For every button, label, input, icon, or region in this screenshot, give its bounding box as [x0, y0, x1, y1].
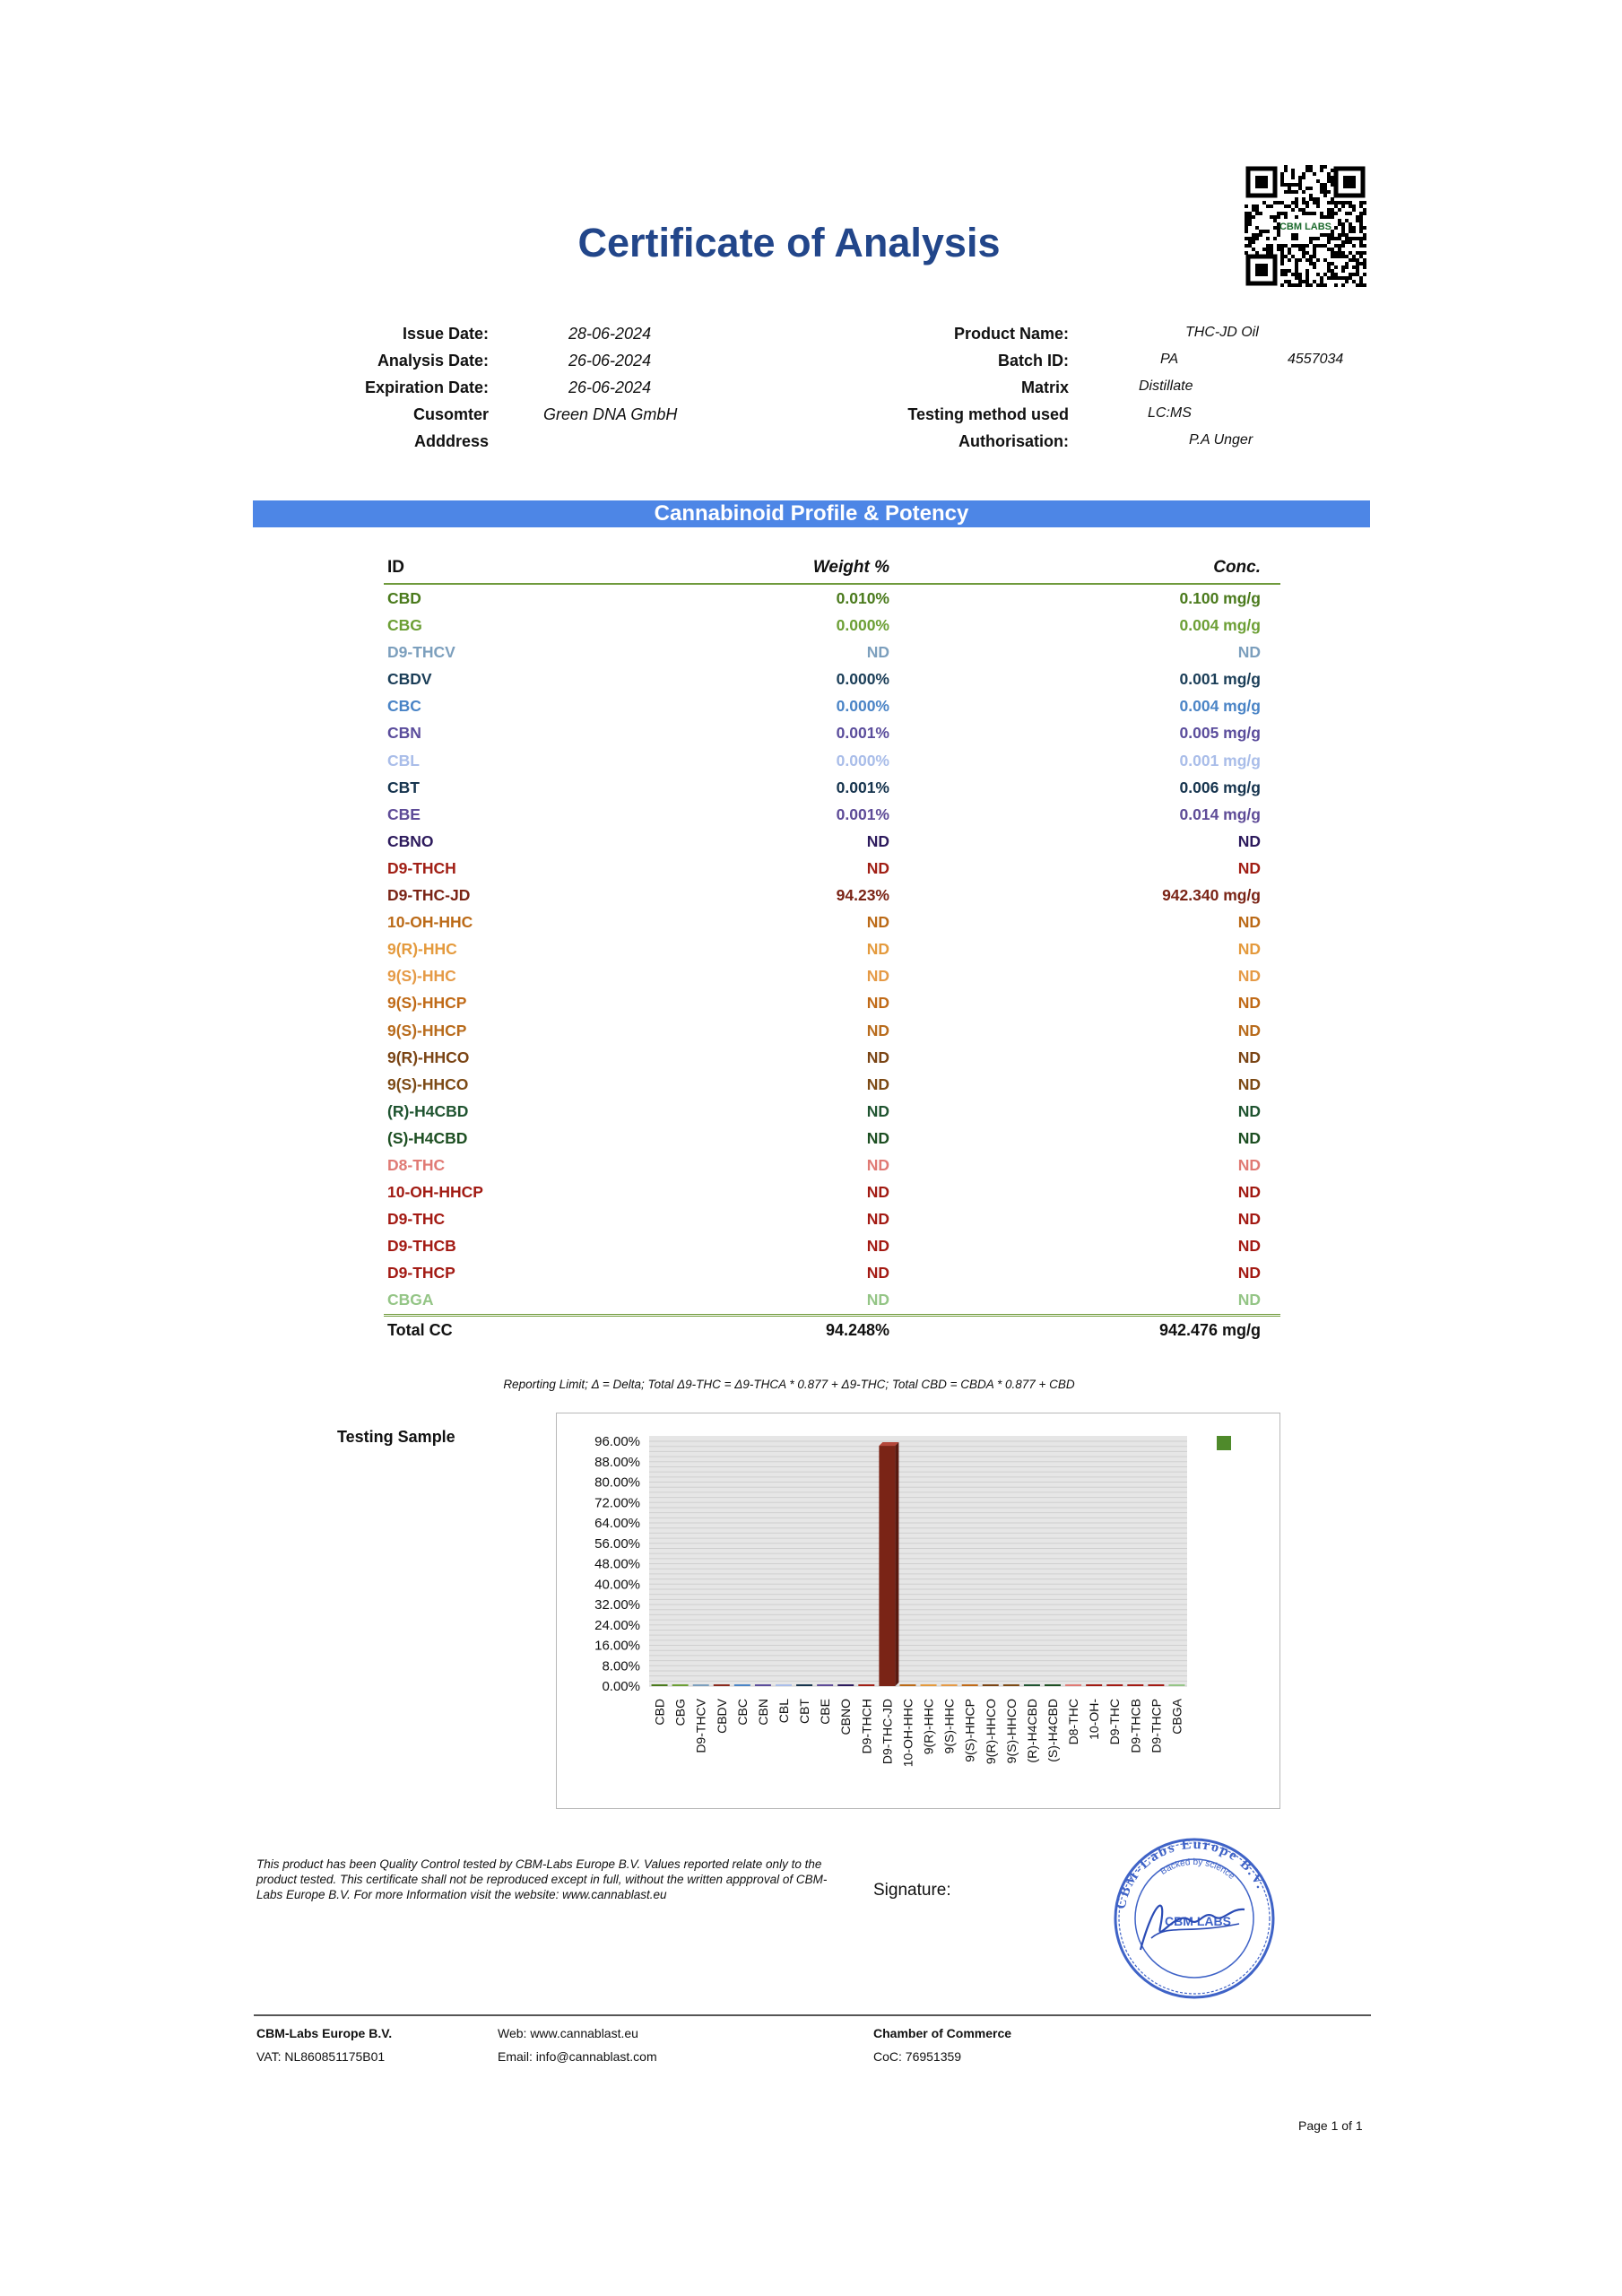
testing-method-value: LC:MS	[1148, 405, 1192, 421]
row-weight: ND	[866, 967, 889, 986]
total-id: Total CC	[387, 1320, 453, 1339]
row-id: CBT	[387, 778, 420, 796]
issue-date-value: 28-06-2024	[568, 325, 652, 343]
table-row	[384, 1071, 1280, 1098]
row-conc: 0.100 mg/g	[1179, 589, 1261, 607]
footer-web: Web: www.cannablast.eu	[498, 2026, 638, 2040]
row-conc: ND	[1237, 1155, 1261, 1174]
table-row	[384, 882, 1280, 909]
row-id: 9(R)-HHCO	[387, 1048, 470, 1066]
row-weight: ND	[866, 1210, 889, 1229]
table-row	[384, 909, 1280, 935]
document-title: Certificate of Analysis	[577, 220, 1001, 265]
row-id: 10-OH-HHC	[387, 913, 473, 932]
y-tick-label: 56.00%	[594, 1535, 640, 1552]
row-weight: 0.000%	[836, 751, 889, 770]
y-tick-label: 16.00%	[594, 1638, 640, 1654]
row-weight: ND	[866, 1048, 889, 1066]
row-conc: ND	[1237, 1183, 1261, 1202]
row-conc: ND	[1237, 1210, 1261, 1229]
table-header	[384, 556, 1280, 585]
row-id: CBL	[387, 751, 420, 770]
table-row	[384, 935, 1280, 962]
y-tick-label: 72.00%	[594, 1495, 640, 1511]
row-conc: ND	[1237, 858, 1261, 877]
row-id: D9-THC	[387, 1210, 446, 1229]
table-row	[384, 962, 1280, 989]
bar	[755, 1684, 771, 1686]
table-total-row	[384, 1314, 1280, 1344]
x-tick-label: CBC	[734, 1699, 750, 1726]
row-id: D9-THC-JD	[387, 886, 471, 905]
bar	[921, 1684, 937, 1686]
svg-text:Backed by science	[1158, 1857, 1236, 1882]
y-tick-label: 32.00%	[594, 1597, 640, 1613]
qr-code-icon	[1245, 165, 1366, 287]
table-row	[384, 585, 1280, 612]
row-id: D9-THCV	[387, 643, 455, 662]
row-weight: ND	[866, 1101, 889, 1120]
row-weight: ND	[866, 1074, 889, 1093]
bar	[837, 1684, 854, 1686]
x-tick-label: D9-THCH	[859, 1699, 874, 1754]
row-id: 9(S)-HHC	[387, 967, 456, 986]
row-weight: 0.000%	[836, 616, 889, 635]
bar	[734, 1684, 750, 1686]
row-conc: 0.004 mg/g	[1179, 616, 1261, 635]
row-weight: 94.23%	[836, 886, 889, 905]
footer-vat: VAT: NL860851175B01	[256, 2049, 386, 2064]
table-row	[384, 639, 1280, 665]
footer-company: CBM-Labs Europe B.V.	[256, 2026, 393, 2040]
stamp-inner-text: Backed by science	[1158, 1857, 1236, 1882]
bar	[858, 1684, 874, 1686]
x-tick-label: CBG	[672, 1699, 688, 1726]
bar	[1003, 1684, 1019, 1686]
row-weight: 0.001%	[836, 804, 889, 823]
row-weight: ND	[866, 1264, 889, 1283]
matrix-value: Distillate	[1139, 378, 1193, 394]
x-tick-label: 9(S)-HHCP	[962, 1699, 977, 1762]
row-conc: 942.340 mg/g	[1162, 886, 1261, 905]
table-row	[384, 1152, 1280, 1178]
potency-bar-chart	[556, 1413, 1279, 1807]
row-conc: 0.001 mg/g	[1179, 670, 1261, 689]
bar	[1065, 1684, 1081, 1686]
x-tick-label: 9(S)-HHC	[941, 1699, 957, 1754]
row-weight: 0.010%	[836, 589, 889, 607]
y-tick-label: 88.00%	[594, 1454, 640, 1470]
table-row	[384, 1098, 1280, 1125]
batch-id-prefix: PA	[1160, 352, 1179, 367]
table-row	[384, 747, 1280, 774]
y-tick-label: 96.00%	[594, 1434, 640, 1449]
plot-area	[649, 1436, 1187, 1686]
page-number: Page 1 of 1	[1298, 2118, 1363, 2133]
y-tick-label: 0.00%	[602, 1679, 640, 1694]
table-row	[384, 1125, 1280, 1152]
row-id: 10-OH-HHCP	[387, 1183, 483, 1202]
row-weight: ND	[866, 913, 889, 932]
x-tick-label: CBD	[652, 1699, 667, 1726]
row-weight: ND	[866, 1128, 889, 1147]
row-conc: ND	[1237, 1101, 1261, 1120]
bar-side	[895, 1442, 898, 1686]
x-tick-label: 9(R)-HHC	[921, 1699, 936, 1755]
table-row	[384, 989, 1280, 1016]
x-tick-label: D9-THCB	[1128, 1699, 1143, 1753]
expiration-date-value: 26-06-2024	[568, 378, 652, 396]
row-conc: ND	[1237, 994, 1261, 1013]
product-name-label: Product Name:	[953, 325, 1069, 343]
testing-method-label: Testing method used	[907, 405, 1069, 423]
footer-coc: CoC: 76951359	[873, 2049, 962, 2064]
bar	[1086, 1684, 1102, 1686]
table-row	[384, 855, 1280, 882]
bar	[962, 1684, 978, 1686]
stamp-ring-text: CBM-Labs Europe B.V.	[1113, 1838, 1270, 1911]
row-weight: 0.000%	[836, 670, 889, 689]
x-tick-label: D8-THC	[1066, 1699, 1081, 1745]
analysis-date-label: Analysis Date:	[377, 352, 489, 370]
row-id: 9(S)-HHCP	[387, 994, 467, 1013]
bar	[1106, 1684, 1123, 1686]
row-id: D9-THCH	[387, 858, 456, 877]
y-tick-label: 24.00%	[594, 1617, 640, 1633]
table-row	[384, 719, 1280, 746]
y-tick-label: 48.00%	[594, 1556, 640, 1572]
bar	[1045, 1684, 1061, 1686]
row-weight: ND	[866, 940, 889, 959]
row-conc: ND	[1237, 967, 1261, 986]
qr-logo-text: CBM LABS	[1279, 222, 1332, 232]
row-weight: ND	[866, 858, 889, 877]
row-weight: ND	[866, 1237, 889, 1256]
table-row	[384, 774, 1280, 801]
table-body	[384, 585, 1280, 1314]
analysis-date-value: 26-06-2024	[568, 352, 652, 370]
row-conc: ND	[1237, 1237, 1261, 1256]
row-conc: ND	[1237, 1074, 1261, 1093]
row-weight: ND	[866, 831, 889, 850]
reporting-limit-footnote: Reporting Limit; Δ = Delta; Total Δ9-THC = Δ9-THCA * 0.877 + Δ9-THC; Total CBD = CBDA * 0.877 + CBD	[503, 1378, 1075, 1391]
row-conc: ND	[1237, 1128, 1261, 1147]
row-id: CBNO	[387, 831, 434, 850]
batch-id-label: Batch ID:	[997, 352, 1069, 370]
issue-date-label: Issue Date:	[402, 325, 489, 343]
table-row	[384, 612, 1280, 639]
bar	[714, 1684, 730, 1686]
footer-divider	[254, 2014, 1371, 2016]
row-conc: ND	[1237, 1291, 1261, 1309]
table-row	[384, 1205, 1280, 1232]
row-id: CBD	[387, 589, 421, 607]
customer-value: Green DNA GmbH	[543, 405, 678, 423]
table-row	[384, 801, 1280, 828]
row-id: 9(S)-HHCP	[387, 1021, 467, 1039]
signature-label: Signature:	[873, 1881, 951, 1900]
footer-coc-title: Chamber of Commerce	[873, 2026, 1012, 2040]
x-tick-label: CBE	[818, 1699, 833, 1725]
row-id: 9(R)-HHC	[387, 940, 457, 959]
company-stamp-icon	[1105, 1838, 1284, 1999]
header-weight: Weight %	[812, 558, 889, 577]
x-tick-label: CBNO	[838, 1699, 854, 1735]
row-id: D8-THC	[387, 1155, 446, 1174]
row-conc: 0.005 mg/g	[1179, 724, 1261, 743]
customer-label: Cusomter	[412, 405, 489, 423]
row-conc: ND	[1237, 913, 1261, 932]
bar	[652, 1684, 668, 1686]
row-conc: ND	[1237, 643, 1261, 662]
product-name-value: THC-JD Oil	[1185, 325, 1259, 340]
x-tick-label: 10-OH-HHC	[900, 1699, 915, 1768]
x-tick-label: D9-THC-JD	[880, 1699, 895, 1765]
bar	[796, 1684, 812, 1686]
x-tick-label: D9-THCP	[1149, 1699, 1164, 1753]
x-tick-label: CBDV	[714, 1699, 729, 1734]
expiration-date-label: Expiration Date:	[364, 378, 489, 396]
row-weight: ND	[866, 1291, 889, 1309]
bar	[1127, 1684, 1143, 1686]
authorisation-label: Authorisation:	[958, 432, 1069, 450]
bar	[776, 1684, 792, 1686]
x-tick-label: CBN	[755, 1699, 770, 1726]
bar	[1168, 1684, 1184, 1686]
row-conc: 0.006 mg/g	[1179, 778, 1261, 796]
x-tick-label: CBT	[797, 1699, 812, 1724]
y-tick-label: 40.00%	[594, 1577, 640, 1593]
table-row	[384, 1178, 1280, 1205]
address-label: Adddress	[413, 432, 489, 450]
row-conc: 0.014 mg/g	[1179, 804, 1261, 823]
bar	[693, 1684, 709, 1686]
y-tick-label: 8.00%	[602, 1658, 640, 1674]
header-id: ID	[387, 558, 404, 577]
legend-marker	[1217, 1436, 1231, 1450]
row-weight: ND	[866, 1183, 889, 1202]
cannabinoid-table	[384, 556, 1280, 1344]
row-id: CBG	[387, 616, 422, 635]
x-tick-label: 9(S)-HHCO	[1003, 1699, 1019, 1764]
bar	[1024, 1684, 1040, 1686]
row-conc: ND	[1237, 831, 1261, 850]
x-tick-label: CBGA	[1169, 1699, 1184, 1735]
section-title-band: Cannabinoid Profile & Potency	[253, 500, 1370, 527]
y-tick-label: 64.00%	[594, 1516, 640, 1531]
row-id: (S)-H4CBD	[387, 1128, 468, 1147]
row-id: 9(S)-HHCO	[387, 1074, 469, 1093]
row-conc: ND	[1237, 940, 1261, 959]
bar	[672, 1684, 689, 1686]
authorisation-value: P.A Unger	[1189, 432, 1253, 448]
row-conc: 0.004 mg/g	[1179, 697, 1261, 716]
row-id: CBN	[387, 724, 421, 743]
row-weight: ND	[866, 1021, 889, 1039]
row-weight: 0.001%	[836, 778, 889, 796]
x-tick-label: D9-THCV	[693, 1699, 708, 1753]
table-row	[384, 1232, 1280, 1259]
table-row	[384, 692, 1280, 719]
bar	[983, 1684, 999, 1686]
row-id: CBC	[387, 697, 421, 716]
header-conc: Conc.	[1213, 558, 1261, 577]
bar	[899, 1684, 915, 1686]
x-tick-label: (R)-H4CBD	[1024, 1699, 1039, 1763]
row-conc: ND	[1237, 1048, 1261, 1066]
stamp-center-text: CBM LABS	[1165, 1914, 1231, 1928]
bar	[1148, 1684, 1164, 1686]
row-weight: ND	[866, 1155, 889, 1174]
x-tick-label: D9-THC	[1107, 1699, 1123, 1745]
bar	[941, 1684, 958, 1686]
bar	[879, 1446, 895, 1686]
matrix-label: Matrix	[1020, 378, 1069, 396]
row-id: D9-THCP	[387, 1264, 455, 1283]
row-id: D9-THCB	[387, 1237, 456, 1256]
row-conc: ND	[1237, 1021, 1261, 1039]
row-conc: ND	[1237, 1264, 1261, 1283]
row-id: (R)-H4CBD	[387, 1101, 469, 1120]
table-row	[384, 1286, 1280, 1313]
total-weight: 94.248%	[825, 1320, 889, 1339]
x-tick-label: 9(R)-HHCO	[983, 1699, 998, 1765]
x-tick-label: 10-OH-	[1087, 1699, 1102, 1740]
x-tick-label: (S)-H4CBD	[1045, 1699, 1060, 1762]
row-weight: ND	[866, 994, 889, 1013]
table-row	[384, 1044, 1280, 1071]
row-weight: 0.001%	[836, 724, 889, 743]
row-id: CBGA	[387, 1291, 434, 1309]
testing-sample-label: Testing Sample	[337, 1428, 455, 1446]
batch-id-number: 4557034	[1288, 352, 1344, 367]
row-id: CBDV	[387, 670, 432, 689]
table-row	[384, 828, 1280, 855]
row-conc: 0.001 mg/g	[1179, 751, 1261, 770]
row-weight: 0.000%	[836, 697, 889, 716]
table-row	[384, 665, 1280, 692]
quality-disclaimer: This product has been Quality Control tested by CBM-Labs Europe B.V. Values reported relate only to the product tested. This certificate shall not be reproduced except in full, without the written appproval of CBM-Labs Europe B.V. For more Information visit the website: www.cannablast.eu	[256, 1857, 828, 1901]
row-weight: ND	[866, 643, 889, 662]
bar	[817, 1684, 833, 1686]
table-row	[384, 1259, 1280, 1286]
row-id: CBE	[387, 804, 421, 823]
footer-email: Email: info@cannablast.com	[498, 2049, 657, 2064]
x-tick-label: CBL	[776, 1699, 791, 1724]
table-row	[384, 1017, 1280, 1044]
svg-text:CBM-Labs Europe B.V.	[1114, 1838, 1270, 1910]
total-conc: 942.476 mg/g	[1158, 1320, 1261, 1339]
y-tick-label: 80.00%	[594, 1474, 640, 1491]
